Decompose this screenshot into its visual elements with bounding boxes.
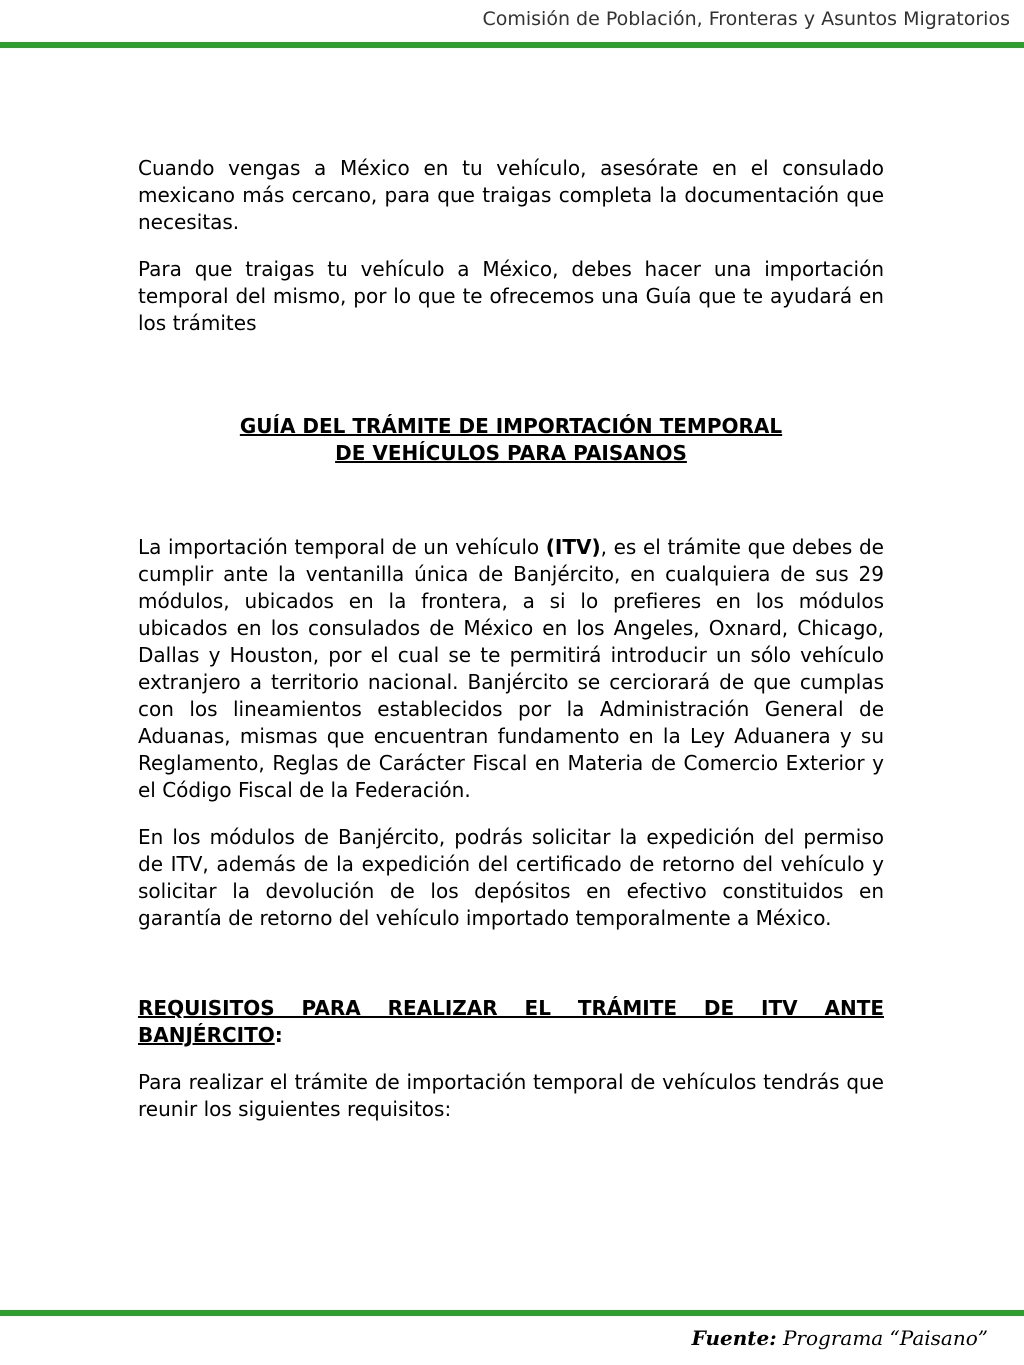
requirements-heading-colon: :: [274, 1023, 283, 1047]
page-header-title: Comisión de Población, Fronteras y Asuntos Migratorios: [482, 8, 1010, 30]
itv-text-end: , es el trámite que debes de cumplir ante la ventanilla única de Banjército, en cualquiera de sus 29 módulos, ubicados en la frontera, a si lo prefieres en los módulos ubicados en los consulados de México en los Angeles, Oxnard, Chicago, Dallas y Houston, por el cual se te permitirá introducir un sólo vehículo extranjero a territorio nacional. Banjército se cerciorará de que cumplas con los lineamientos establecidos por la Administración General de Aduanas, mismas que encuentran fundamento en la Ley Aduanera y su Reglamento, Reglas de Carácter Fiscal en Materia de Comercio Exterior y el Código Fiscal de la Federación.: [138, 535, 884, 802]
header-divider: [0, 42, 1024, 48]
guide-intro-paragraph: Para que traigas tu vehículo a México, debes hacer una importación temporal del mismo, por lo que te ofrecemos una Guía que te ayudará en los trámites: [138, 257, 884, 335]
document-body: [138, 155, 884, 1123]
banjercito-modules-paragraph: En los módulos de Banjército, podrás solicitar la expedición del permiso de ITV, además de la expedición del certificado de retorno del vehículo y solicitar la devolución de los depósitos en efectivo constituidos en garantía de retorno del vehículo importado temporalmente a México.: [138, 825, 884, 930]
itv-acronym: (ITV): [545, 535, 601, 559]
requirements-heading-text: REQUISITOS PARA REALIZAR EL TRÁMITE DE ITV ANTE BANJÉRCITO: [138, 996, 884, 1047]
guide-title-line-1: GUÍA DEL TRÁMITE DE IMPORTACIÓN TEMPORAL: [239, 414, 783, 438]
requirements-heading: [138, 995, 884, 1049]
itv-text-start: La importación temporal de un vehículo: [138, 535, 546, 559]
itv-description-paragraph: [138, 534, 884, 804]
intro-paragraph: Cuando vengas a México en tu vehículo, asesórate en el consulado mexicano más cercano, para que traigas completa la documentación que necesitas.: [138, 156, 884, 234]
footer-label: Fuente:: [691, 1326, 777, 1350]
guide-title-line-2: DE VEHÍCULOS PARA PAISANOS: [335, 441, 687, 465]
footer-source-text: Programa “Paisano”: [776, 1326, 988, 1350]
footer-source: [692, 1326, 988, 1350]
footer-divider: [0, 1310, 1024, 1316]
requirements-intro-paragraph: Para realizar el trámite de importación temporal de vehículos tendrás que reunir los siguientes requisitos:: [138, 1070, 884, 1121]
